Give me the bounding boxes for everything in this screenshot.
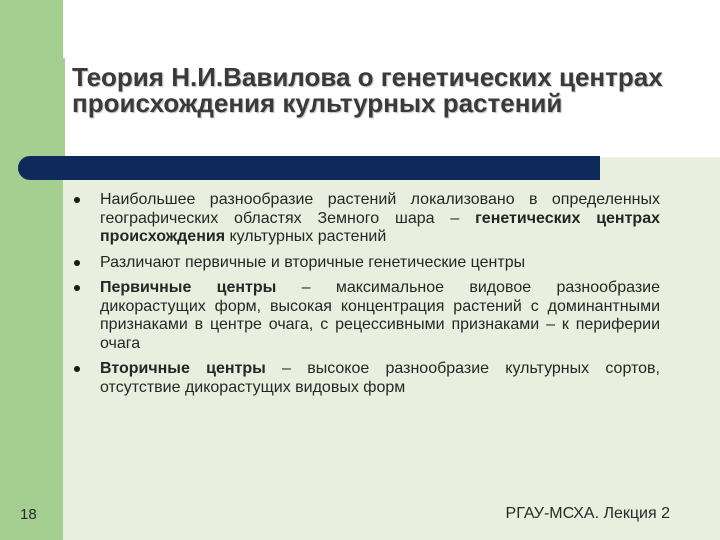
bullet-item xyxy=(72,191,660,247)
bullet-bold-text: генетических центрах происхождения xyxy=(100,209,661,245)
bullet-item xyxy=(72,279,660,353)
bullet-icon xyxy=(74,260,80,266)
slide-number: 18 xyxy=(20,506,37,523)
bullet-bold-text: Первичные центры xyxy=(100,279,277,296)
bullet-icon xyxy=(74,366,80,372)
bullet-text: – максимальное видовое разнообразие дикорастущих форм, высокая концентрация растений с доминантными признаками в центре очага, с рецессивными признаками – к периферии очага xyxy=(100,279,660,352)
bullet-item xyxy=(72,360,660,397)
bullet-list xyxy=(72,191,660,404)
bullet-item xyxy=(72,254,660,273)
bullet-icon xyxy=(74,285,80,291)
bullet-text: – высокое разнообразие культурных сортов, отсутствие дикорастущих видовых форм xyxy=(100,360,660,396)
bullet-icon xyxy=(74,197,80,203)
slide-title: Теория Н.И.Вавилова о генетических центрах происхождения культурных растений xyxy=(72,62,663,118)
title-underline-bar xyxy=(18,156,600,180)
bullet-text: Различают первичные и вторичные генетические центры xyxy=(100,253,526,271)
slide-footer: РГАУ-МСХА. Лекция 2 xyxy=(505,505,670,522)
bullet-text: Наибольшее разнообразие растений локализовано в определенных географических областях Земного шара – xyxy=(100,191,660,227)
bullet-bold-text: Вторичные центры xyxy=(100,360,266,377)
title-accent-line xyxy=(63,58,65,158)
bullet-text: культурных растений xyxy=(225,228,387,245)
